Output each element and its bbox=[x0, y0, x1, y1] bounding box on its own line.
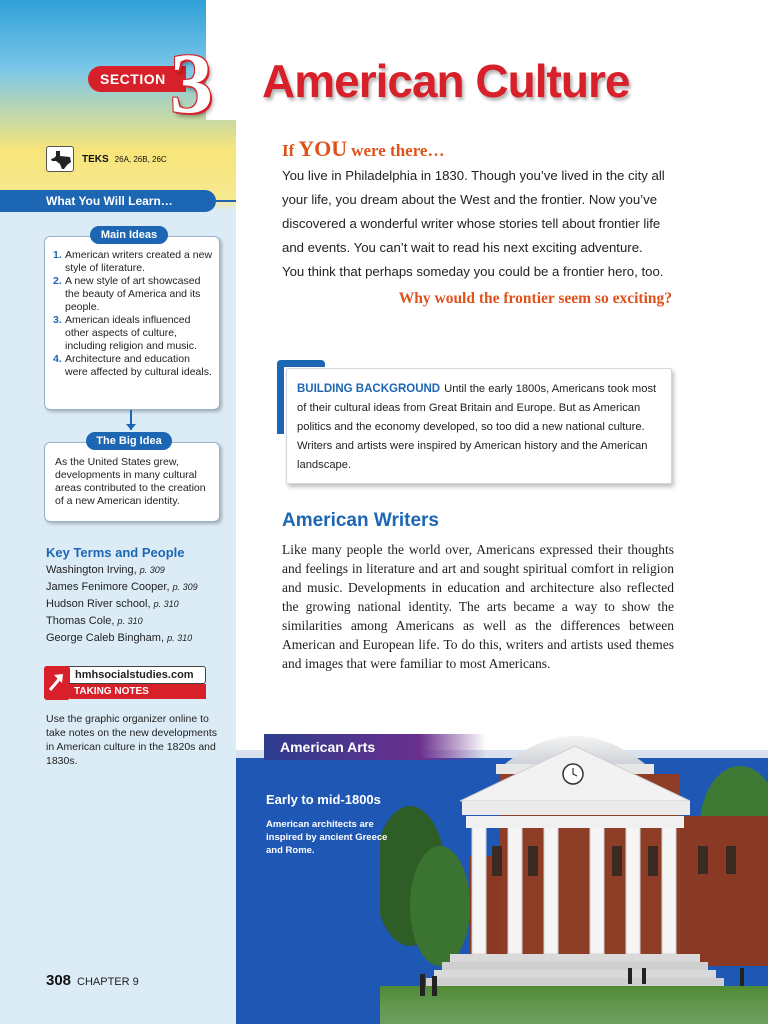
building-background-box bbox=[286, 368, 672, 484]
taking-notes-label[interactable]: TAKING NOTES bbox=[70, 684, 206, 699]
teks-label: TEKS bbox=[82, 153, 109, 165]
key-term: James Fenimore Cooper, p. 309 bbox=[46, 581, 198, 593]
key-terms-title: Key Terms and People bbox=[46, 545, 185, 560]
main-ideas-list bbox=[45, 237, 219, 379]
main-idea-item: 2. A new style of art showcased the beauty of America and its people. bbox=[53, 275, 201, 313]
main-idea-item: 3. American ideals influenced other aspects of culture, including religion and music. bbox=[53, 314, 197, 352]
learn-bar-line bbox=[216, 200, 236, 202]
arrow-link-icon[interactable] bbox=[44, 666, 70, 700]
era-label: Early to mid-1800s bbox=[266, 792, 381, 807]
if-you-were-there-heading: If YOU were there… bbox=[282, 136, 445, 161]
main-idea-item: 4. Architecture and education were affected by cultural ideals. bbox=[53, 353, 212, 378]
page-number: 308 bbox=[46, 972, 72, 989]
taking-notes-text: Use the graphic organizer online to take notes on the new developments in American culture in the 1820s and 1830s. bbox=[46, 713, 218, 767]
big-idea-box bbox=[44, 442, 220, 522]
hmh-taking-notes-link[interactable] bbox=[44, 666, 206, 700]
key-terms bbox=[46, 545, 226, 647]
big-idea-text: As the United States grew, developments in many cultural areas contributed to the creation of a new American identity. bbox=[55, 456, 206, 507]
what-you-will-learn-bar: What You Will Learn… bbox=[0, 190, 216, 212]
teks-line bbox=[46, 146, 167, 172]
page-footer bbox=[46, 972, 139, 989]
main-idea-item: 1. American writers created a new style of literature. bbox=[53, 249, 213, 274]
american-arts-tab: American Arts bbox=[264, 734, 486, 760]
section-label: SECTION bbox=[88, 66, 186, 92]
chapter-label: CHAPTER 9 bbox=[77, 976, 139, 988]
main-ideas-title: Main Ideas bbox=[90, 226, 168, 244]
era-caption: American architects are inspired by ancient Greece and Rome. bbox=[266, 819, 388, 856]
section-number: 3 bbox=[170, 35, 213, 131]
key-term: Washington Irving, p. 309 bbox=[46, 564, 165, 576]
big-idea-title: The Big Idea bbox=[86, 432, 172, 450]
intro-paragraph: You live in Philadelphia in 1830. Though you’ve lived in the city all your life, you dream about the West and the frontier. Now you’ve discovered a wonderful writer whose stories tell about frontier life and events. You can’t wait to read his next exciting adventure. You think that perhaps someday you could be a frontier hero, too. bbox=[282, 168, 665, 279]
key-term: Hudson River school, p. 310 bbox=[46, 598, 179, 610]
building-background-label: BUILDING BACKGROUND bbox=[297, 383, 441, 395]
building-background-text: Until the early 1800s, Americans took most of their cultural ideas from Great Britain and Europe. But as American politics and the economy developed, so too did a new national culture. Writers and artists were inspired by American history and the American landscape. bbox=[297, 383, 657, 471]
focus-question: Why would the frontier seem so exciting? bbox=[398, 290, 672, 307]
texas-icon bbox=[46, 146, 74, 172]
page-title: American Culture bbox=[262, 55, 630, 107]
key-term: George Caleb Bingham, p. 310 bbox=[46, 632, 193, 644]
arrow-down-icon bbox=[126, 424, 136, 430]
key-term: Thomas Cole, p. 310 bbox=[46, 615, 143, 627]
main-ideas-box bbox=[44, 236, 220, 410]
american-writers-paragraph: Like many people the world over, Americans expressed their thoughts and feelings in literature and art and sought spiritual comfort in religion and music. Developments in education and architecture also reflected the growing national identity. The arts became a way to show the similarities among Americans as well as the differences between American and European life. To do this, writers and artists used themes and images that were familiar to most Americans. bbox=[282, 542, 674, 671]
american-writers-heading: American Writers bbox=[282, 510, 439, 531]
background-box-corner bbox=[277, 360, 284, 434]
hmh-site-label[interactable]: hmhsocialstudies.com bbox=[44, 666, 206, 684]
background-box-corner bbox=[277, 360, 325, 367]
teks-codes: 26A, 26B, 26C bbox=[114, 154, 167, 164]
